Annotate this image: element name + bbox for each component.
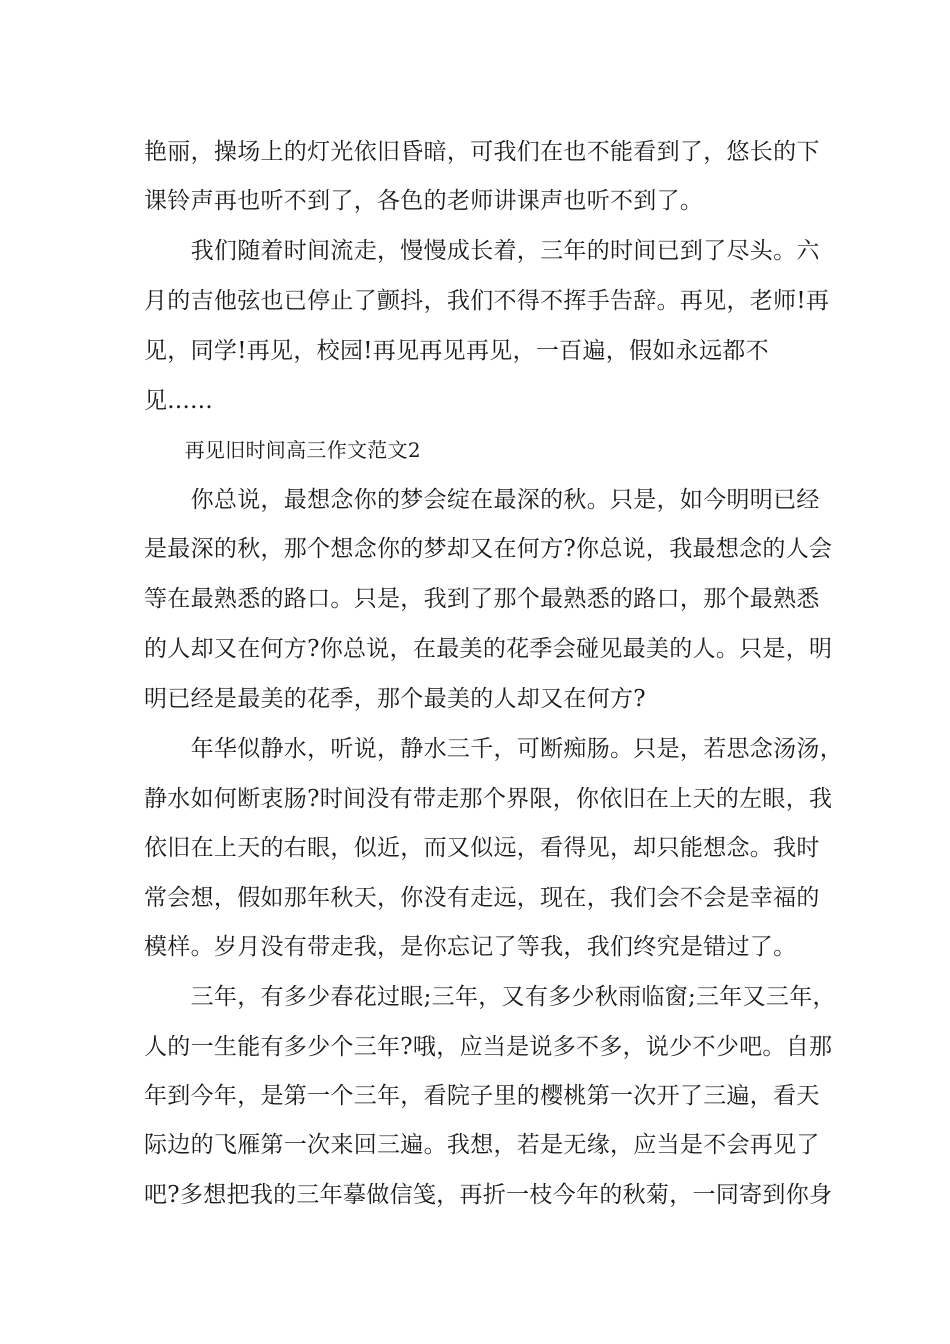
- text-line: 见......: [144, 388, 213, 414]
- text-line: 三年，有多少春花过眼;三年，又有多少秋雨临窗;三年又三年，: [144, 984, 836, 1010]
- text-line: 我们随着时间流走，慢慢成长着，三年的时间已到了尽头。六: [144, 238, 820, 264]
- section-heading: 再见旧时间高三作文范文2: [144, 438, 421, 462]
- text-line: 际边的飞雁第一次来回三遍。我想，若是无缘，应当是不会再见了: [144, 1132, 820, 1158]
- text-line: 月的吉他弦也已停止了颤抖，我们不得不挥手告辞。再见，老师!再: [144, 288, 830, 314]
- text-line: 吧?多想把我的三年摹做信笺，再折一枝今年的秋菊，一同寄到你身: [144, 1182, 833, 1208]
- text-line: 是最深的秋，那个想念你的梦却又在何方?你总说，我最想念的人会: [144, 536, 833, 562]
- text-line: 模样。岁月没有带走我，是你忘记了等我，我们终究是错过了。: [144, 934, 797, 960]
- text-line: 你总说，最想念你的梦会绽在最深的秋。只是，如今明明已经: [144, 487, 820, 513]
- text-line: 课铃声再也听不到了，各色的老师讲课声也听不到了。: [144, 188, 704, 214]
- text-line: 年到今年，是第一个三年，看院子里的樱桃第一次开了三遍，看天: [144, 1083, 820, 1109]
- text-line: 见，同学!再见，校园!再见再见再见，一百遍，假如永远都不: [144, 338, 769, 364]
- text-line: 静水如何断衷肠?时间没有带走那个界限，你依旧在上天的左眼，我: [144, 786, 833, 812]
- text-line: 的人却又在何方?你总说，在最美的花季会碰见最美的人。只是，明: [144, 636, 833, 662]
- text-line: 依旧在上天的右眼，似近，而又似远，看得见，却只能想念。我时: [144, 835, 820, 861]
- text-line: 明已经是最美的花季，那个最美的人却又在何方?: [144, 686, 646, 712]
- text-line: 年华似静水，听说，静水三千，可断痴肠。只是，若思念汤汤，: [144, 736, 843, 762]
- text-line: 常会想，假如那年秋天，你没有走远，现在，我们会不会是幸福的: [144, 885, 820, 911]
- text-line: 等在最熟悉的路口。只是，我到了那个最熟悉的路口，那个最熟悉: [144, 586, 820, 612]
- text-line: 艳丽，操场上的灯光依旧昏暗，可我们在也不能看到了，悠长的下: [144, 139, 820, 165]
- text-line: 人的一生能有多少个三年?哦，应当是说多不多，说少不少吧。自那: [144, 1034, 833, 1060]
